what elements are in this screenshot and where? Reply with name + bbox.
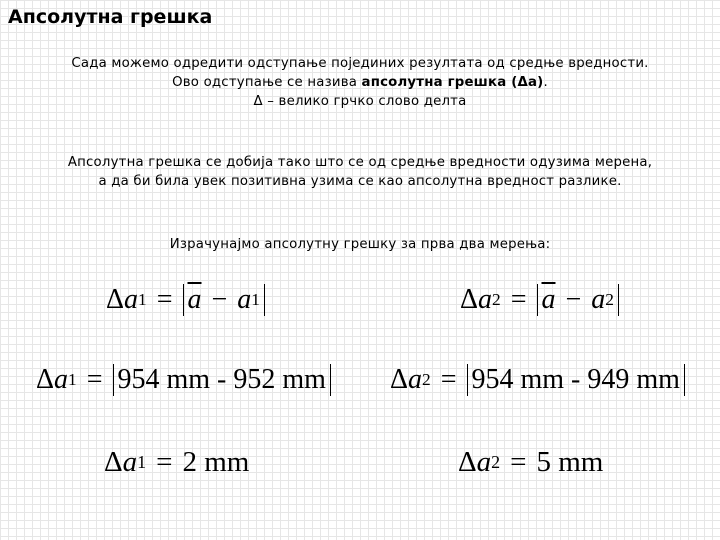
var-a: a [478, 284, 493, 316]
explain-line-1: Апсолутна грешка се добија тако што се од средње вредности одузима мерена, [67, 155, 653, 170]
index-2: 2 [491, 452, 501, 472]
var-a: a [54, 364, 69, 396]
formula-def-2 [460, 284, 619, 316]
absolute-error-term: апсолутна грешка (Δа) [361, 75, 544, 90]
calc-prompt: Израчунајмо апсолутну грешку за прва два мерења: [169, 237, 551, 252]
formula-result-1 [104, 446, 249, 479]
equals-sign: = [440, 364, 457, 396]
equals-sign: = [510, 284, 527, 316]
measurement-diff-2: 954 mm - 949 mm [467, 364, 685, 396]
intro-line-2-text: Ово одступање се назива [172, 75, 362, 90]
index-1: 1 [251, 290, 260, 310]
measurement-diff-1: 954 mm - 952 mm [113, 364, 331, 396]
equals-sign: = [86, 364, 103, 396]
index-1: 1 [68, 370, 77, 390]
slide-title: Апсолутна грешка [8, 6, 213, 28]
formula-def-1 [106, 284, 265, 316]
formula-sub-2 [390, 364, 685, 396]
result-value-1: 2 mm [182, 446, 250, 478]
delta-note: Δ – велико грчко слово делта [253, 94, 467, 109]
explain-paragraph [0, 153, 720, 191]
index-2: 2 [605, 290, 614, 310]
delta-symbol: Δ [36, 364, 55, 396]
equals-sign: = [510, 446, 527, 478]
delta-symbol: Δ [390, 364, 409, 396]
result-value-2: 5 mm [536, 446, 604, 478]
index-2: 2 [492, 290, 501, 310]
var-a: a [476, 446, 492, 478]
equals-sign: = [156, 446, 173, 478]
mean-a: $\overline{a}$ [187, 284, 202, 315]
equals-sign: = [156, 284, 173, 316]
formula-sub-1 [36, 364, 331, 396]
delta-symbol: Δ [106, 284, 125, 316]
var-a: a [408, 364, 423, 396]
intro-line-1: Сада можемо одредити одступање појединих резултата од средње вредности. [71, 56, 649, 71]
intro-line-2 [0, 73, 720, 92]
intro-paragraph [0, 54, 720, 111]
minus-sign: − [565, 284, 582, 315]
absolute-value-bars [537, 284, 619, 316]
minus-sign: − [211, 284, 228, 315]
intro-line-2-period: . [543, 75, 548, 90]
index-1: 1 [137, 452, 147, 472]
index-2: 2 [422, 370, 431, 390]
var-a: a [591, 284, 606, 315]
delta-symbol: Δ [104, 446, 123, 478]
delta-symbol: Δ [458, 446, 477, 478]
explain-line-2: а да би била увек позитивна узима се као апсолутна вредност разлике. [98, 174, 622, 189]
formula-result-2 [458, 446, 603, 479]
mean-a: $\overline{a}$ [541, 284, 556, 315]
var-a: a [124, 284, 139, 316]
var-a: a [122, 446, 138, 478]
index-1: 1 [138, 290, 147, 310]
var-a: a [237, 284, 252, 315]
absolute-value-bars [183, 284, 265, 316]
delta-symbol: Δ [460, 284, 479, 316]
